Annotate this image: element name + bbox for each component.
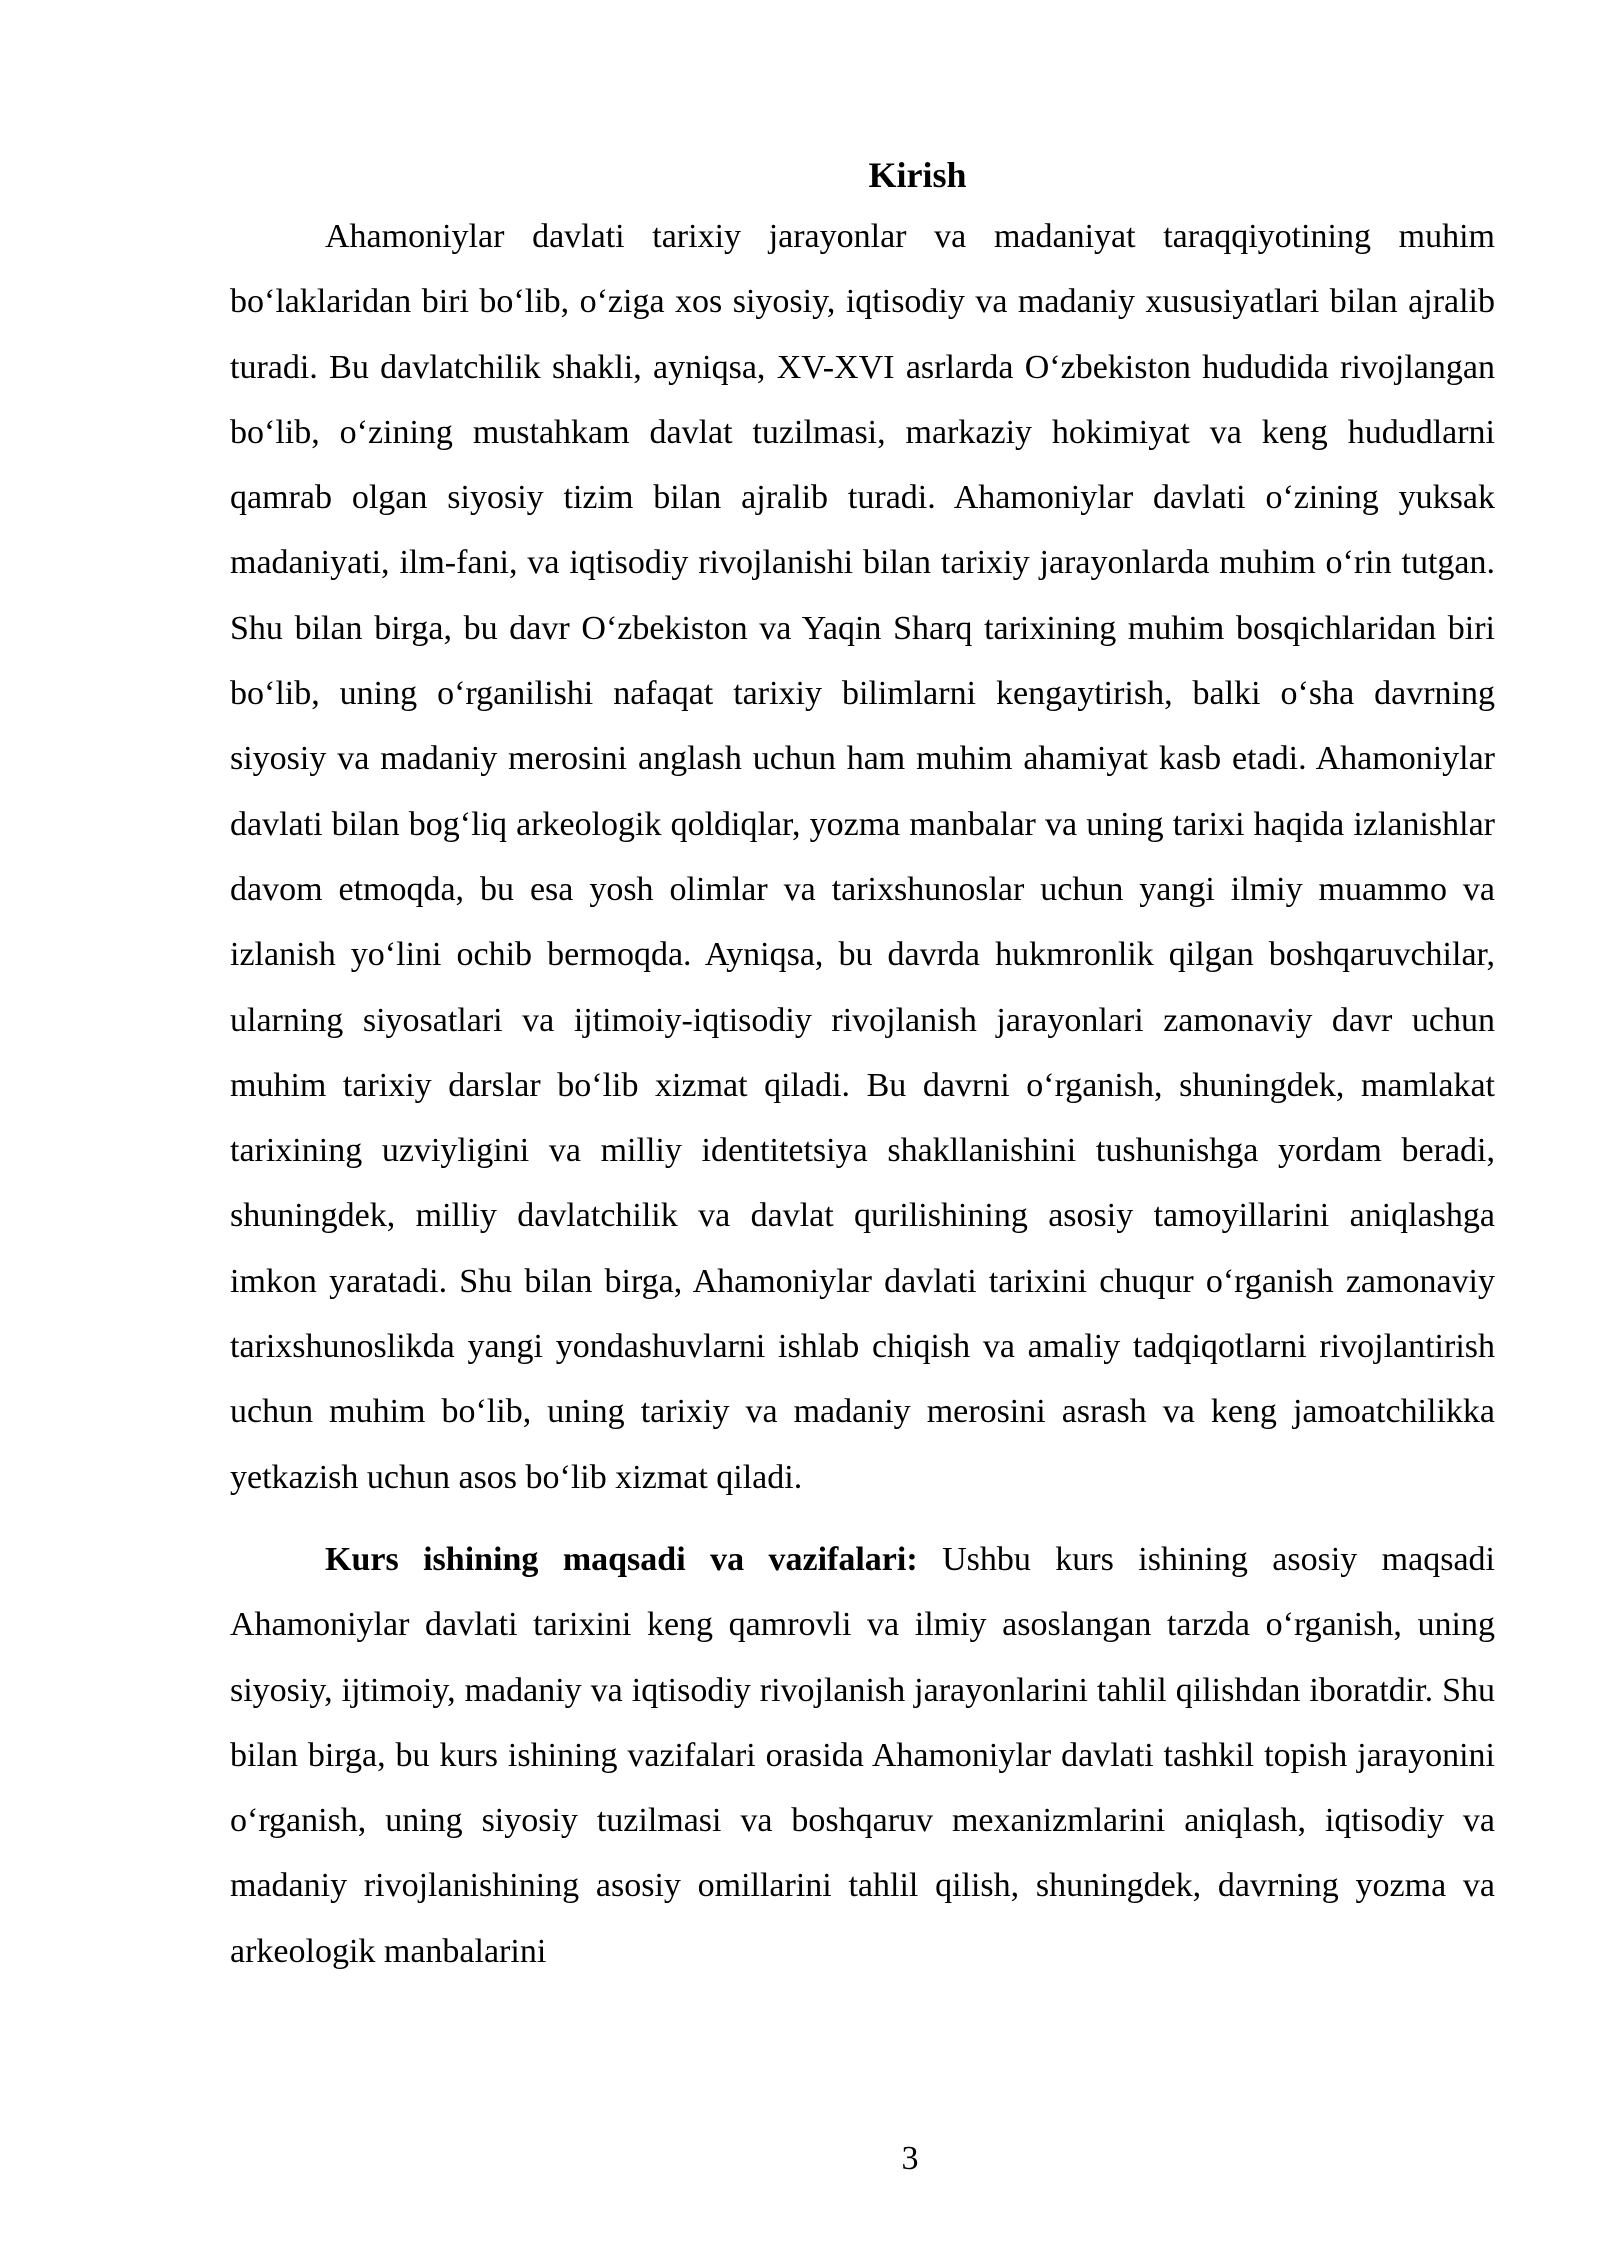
goals-body: Ushbu kurs ishining asosiy maqsadi Ahamoniylar davlati tarixini keng qamrovli va ilmiy asoslangan tarzda o‘rganish, uning siyosiy, ijtimoiy, madaniy va iqtisodiy rivojlanish jarayonlarini tahlil qilishdan iboratdir. Shu bilan birga, bu kurs ishining vazifalari orasida Ahamoniylar davlati tashkil topish jarayonini o‘rganish, uning siyosiy tuzilmasi va boshqaruv mexanizmlarini aniqlash, iqtisodiy va madaniy rivojlanishining asosiy omillarini tahlil qilish, shuningdek, davrning yozma va arkeologik manbalarini bbox=[230, 1540, 1495, 1970]
goals-heading: Kurs ishining maqsadi va vazifalari: bbox=[325, 1540, 918, 1578]
goals-paragraph bbox=[230, 1527, 1495, 1984]
page-number: 3 bbox=[901, 2140, 919, 2177]
document-page bbox=[230, 150, 1495, 1984]
section-title: Kirish bbox=[868, 155, 967, 195]
intro-paragraph: Ahamoniylar davlati tarixiy jarayonlar va madaniyat taraqqiyotining muhim bo‘laklaridan biri bo‘lib, o‘ziga xos siyosiy, iqtisodiy va madaniy xususiyatlari bilan ajralib turadi. Bu davlatchilik shakli, ayniqsa, XV-XVI asrlarda O‘zbekiston hududida rivojlangan bo‘lib, o‘zining mustahkam davlat tuzilmasi, markaziy hokimiyat va keng hududlarni qamrab olgan siyosiy tizim bilan ajralib turadi. Ahamoniylar davlati o‘zining yuksak madaniyati, ilm-fani, va iqtisodiy rivojlanishi bilan tarixiy jarayonlarda muhim o‘rin tutgan. Shu bilan birga, bu davr O‘zbekiston va Yaqin Sharq tarixining muhim bosqichlaridan biri bo‘lib, uning o‘rganilishi nafaqat tarixiy bilimlarni kengaytirish, balki o‘sha davrning siyosiy va madaniy merosini anglash uchun ham muhim ahamiyat kasb etadi. Ahamoniylar davlati bilan bog‘liq arkeologik qoldiqlar, yozma manbalar va uning tarixi haqida izlanishlar davom etmoqda, bu esa yosh olimlar va tarixshunoslar uchun yangi ilmiy muammo va izlanish yo‘lini ochib bermoqda. Ayniqsa, bu davrda hukmronlik qilgan boshqaruvchilar, ularning siyosatlari va ijtimoiy-iqtisodiy rivojlanish jarayonlari zamonaviy davr uchun muhim tarixiy darslar bo‘lib xizmat qiladi. Bu davrni o‘rganish, shuningdek, mamlakat tarixining uzviyligini va milliy identitetsiya shakllanishini tushunishga yordam beradi, shuningdek, milliy davlatchilik va davlat qurilishining asosiy tamoyillarini aniqlashga imkon yaratadi. Shu bilan birga, Ahamoniylar davlati tarixini chuqur o‘rganish zamonaviy tarixshunoslikda yangi yondashuvlarni ishlab chiqish va amaliy tadqiqotlarni rivojlantirish uchun muhim bo‘lib, uning tarixiy va madaniy merosini asrash va keng jamoatchilikka yetkazish uchun asos bo‘lib xizmat qiladi. bbox=[230, 218, 1495, 1496]
